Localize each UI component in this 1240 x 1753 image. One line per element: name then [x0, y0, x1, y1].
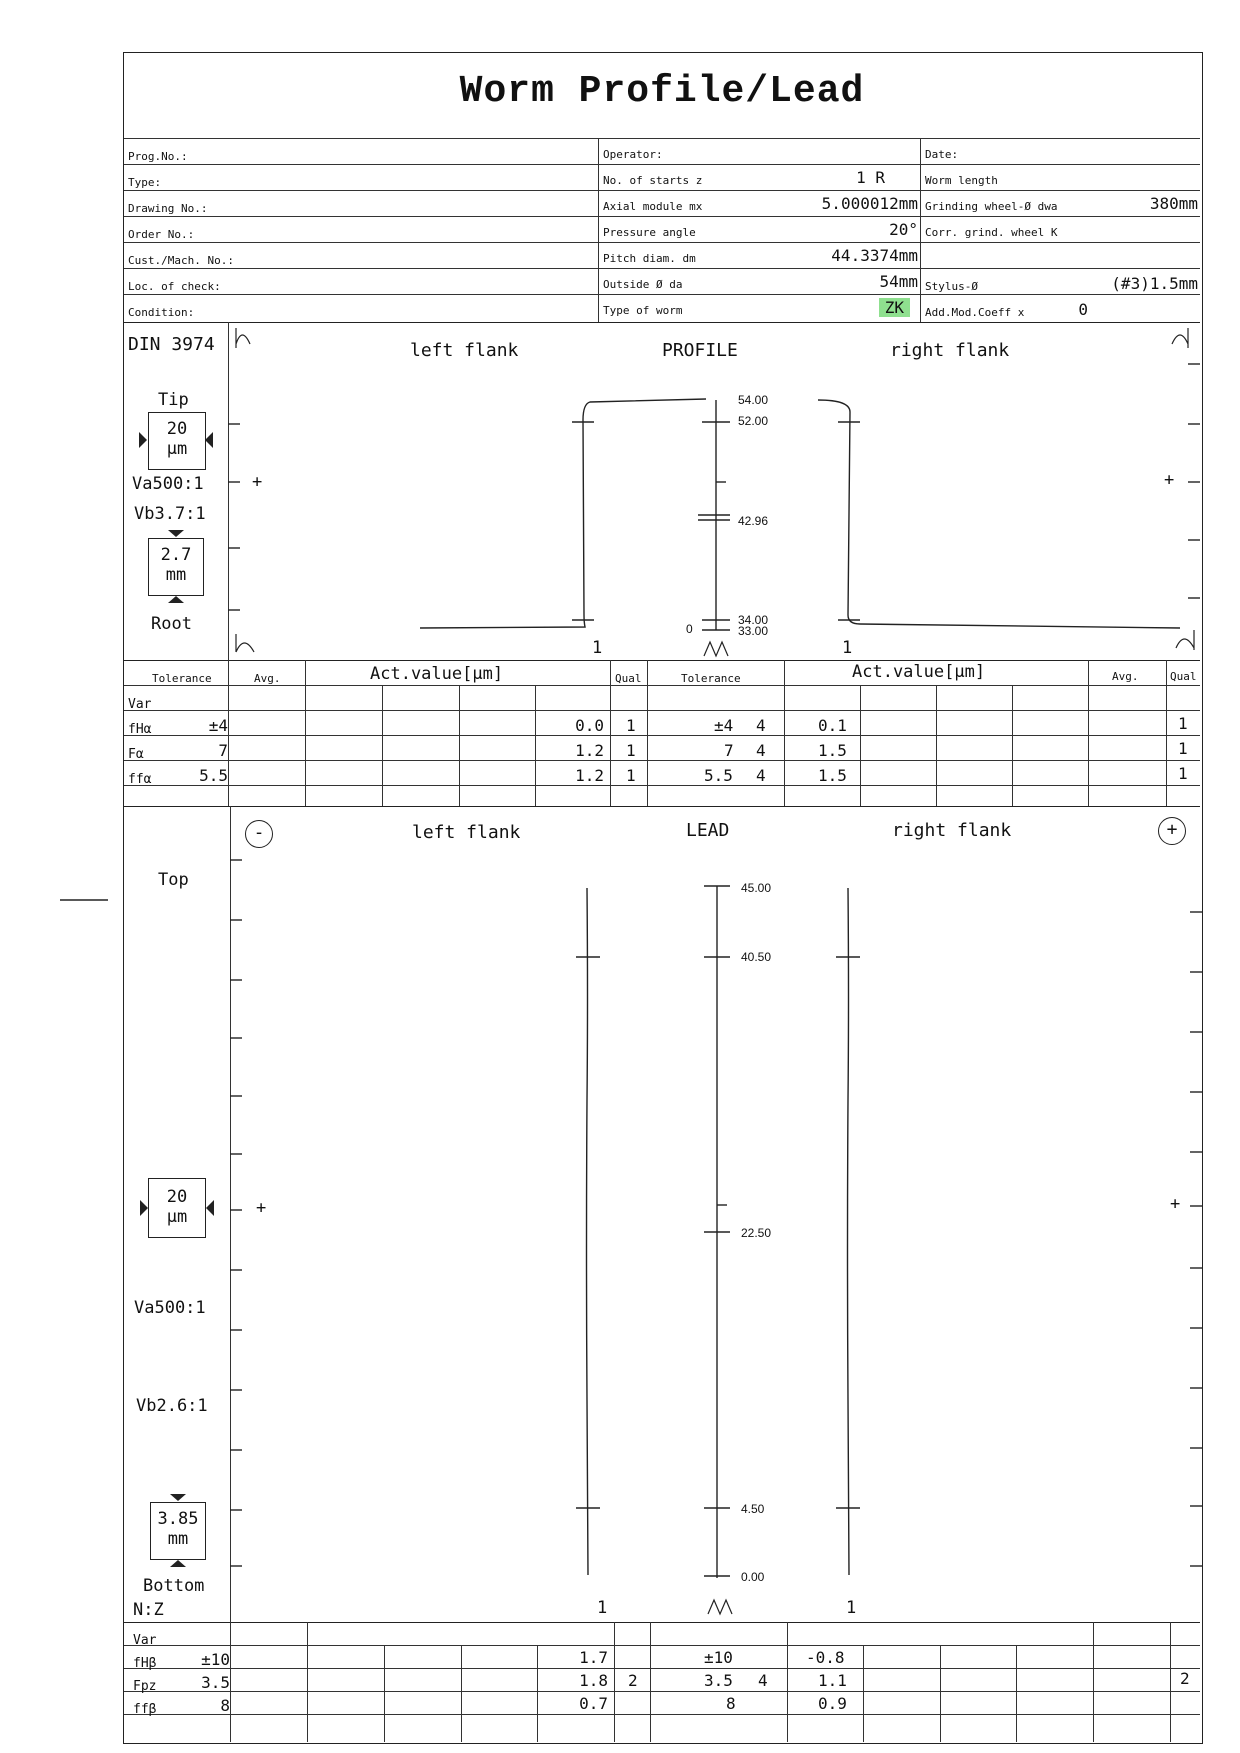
pitch-diam-value: 44.3374mm: [831, 246, 918, 265]
axial-module-value: 5.000012mm: [821, 194, 918, 213]
lead-row-fhb-rtol: ±10: [704, 1648, 733, 1667]
profile-scale-bottom-value: 2.7: [160, 545, 192, 565]
starts-label: No. of starts z: [603, 174, 703, 187]
lead-right-flank-trace: [848, 888, 850, 1575]
profile-plus-right: +: [1164, 470, 1175, 490]
profile-mark-34: 34.00: [738, 613, 769, 627]
profile-top-right-flank-icon: [1172, 328, 1188, 348]
profile-row-ffa-name: ffα: [128, 772, 152, 787]
lead-row-fhb-left: 1.7: [579, 1648, 608, 1667]
lead-row-var: Var: [133, 1633, 157, 1648]
lead-bottom-label: Bottom: [143, 1576, 205, 1596]
lead-row-fpz-name: Fpz: [133, 1679, 157, 1694]
lead-row-fpz-left: 1.8: [579, 1671, 608, 1690]
add-mod-coeff-value: 0: [1078, 300, 1088, 319]
lead-mark-40-5: 40.50: [741, 950, 772, 964]
lead-mark-45: 45.00: [741, 881, 772, 895]
profile-plus-left: +: [252, 472, 263, 492]
profile-row-ffa-tol: 5.5: [199, 766, 228, 785]
profile-scale-arrow-left: [139, 432, 147, 448]
profile-mark-42-96: 42.96: [738, 514, 769, 528]
profile-right-flank-label: right flank: [890, 340, 1010, 361]
profile-mark-52: 52.00: [738, 414, 769, 428]
lead-scale-arrow-down: [170, 1494, 186, 1501]
profile-left-flank-trace: [420, 399, 706, 628]
profile-act-header-left: Act.value[µm]: [370, 664, 504, 684]
profile-flank-no-left: 1: [592, 638, 603, 658]
type-of-worm-value: ZK: [879, 298, 910, 317]
lead-scale-arrow-right: [206, 1200, 214, 1216]
profile-row-fha-right: 0.1: [818, 716, 847, 735]
lead-scale-arrow-left: [140, 1200, 148, 1216]
lead-mark-4-5: 4.50: [741, 1502, 765, 1516]
profile-scale-top-value: 20: [166, 419, 188, 439]
type-of-worm-label: Type of worm: [603, 304, 683, 317]
lead-scale-top-value: 20: [166, 1187, 188, 1207]
lead-scale-bottom-unit: mm: [167, 1529, 189, 1549]
lead-mark-22-5: 22.50: [741, 1226, 772, 1240]
operator-label: Operator:: [603, 148, 663, 161]
profile-avg-header-right: Avg.: [1112, 670, 1139, 683]
lead-row-fpz-lq: 2: [628, 1671, 638, 1690]
lead-row-fhb-name: fHβ: [133, 1656, 157, 1671]
profile-scale-arrow-right: [205, 432, 213, 448]
profile-scale-bottom-unit: mm: [165, 565, 187, 585]
profile-row-ffa-right: 1.5: [818, 766, 847, 785]
lead-mark-0: 0.00: [741, 1570, 765, 1584]
pressure-angle-value: 20°: [889, 220, 918, 239]
lead-row-ffb-rtol: 8: [726, 1694, 736, 1713]
profile-row-fa-rtol: 7: [724, 741, 734, 760]
lead-row-fhb-tol: ±10: [201, 1650, 230, 1669]
page-title: Worm Profile/Lead: [459, 70, 865, 113]
date-label: Date:: [925, 148, 959, 161]
lead-left-flank-trace: [587, 888, 589, 1575]
grinding-wheel-value: 380mm: [1149, 194, 1198, 213]
lead-plus-right: +: [1170, 1194, 1181, 1214]
profile-row-ffa-rq: 1: [1178, 764, 1188, 783]
profile-zero: 0: [686, 622, 693, 636]
profile-row-fha-rq: 1: [1178, 714, 1188, 733]
profile-row-ffa-rtol: 5.5: [704, 766, 733, 785]
lead-minus-label: -: [253, 822, 265, 843]
pitch-diam-label: Pitch diam. dm: [603, 252, 696, 265]
profile-heading: PROFILE: [662, 340, 738, 361]
lead-scale-arrow-up: [170, 1560, 186, 1567]
lead-nz-label: N:Z: [133, 1600, 164, 1620]
worm-length-label: Worm length: [925, 174, 998, 187]
grinding-wheel-label: Grinding wheel-Ø dwa: [925, 200, 1058, 213]
lead-row-ffb-tol: 8: [220, 1696, 230, 1715]
profile-row-fha-rtol: ±4: [714, 716, 734, 735]
lead-scale-bottom-value: 3.85: [157, 1509, 199, 1529]
profile-row-fha-lq: 1: [626, 716, 636, 735]
profile-row-ffa-lq: 1: [626, 766, 636, 785]
profile-right-flank-trace: [818, 400, 1180, 628]
profile-row-fa-tol: 7: [218, 741, 228, 760]
profile-row-fha-tol: ±4: [208, 716, 228, 735]
add-mod-coeff-label: Add.Mod.Coeff x: [925, 306, 1025, 319]
tip-label: Tip: [158, 390, 189, 410]
profile-left-flank-label: left flank: [410, 340, 519, 361]
profile-mark-33: 33.00: [738, 624, 769, 638]
lead-heading: LEAD: [686, 820, 730, 841]
lead-scale-top-unit: µm: [166, 1207, 188, 1227]
stylus-value: (#3)1.5mm: [1111, 274, 1198, 293]
lead-vb: Vb2.6:1: [136, 1396, 208, 1416]
profile-scale-arrow-down: [168, 530, 184, 537]
prog-no-label: Prog.No.:: [128, 150, 188, 163]
type-label: Type:: [128, 176, 162, 189]
lead-row-fpz-rtq: 4: [758, 1671, 768, 1690]
profile-flank-no-right: 1: [842, 638, 853, 658]
cust-mach-no-label: Cust./Mach. No.:: [128, 254, 234, 267]
pressure-angle-label: Pressure angle: [603, 226, 696, 239]
lead-row-fpz-right: 1.1: [818, 1671, 847, 1690]
lead-row-fpz-rtol: 3.5: [704, 1671, 733, 1690]
outside-diam-value: 54mm: [879, 272, 918, 291]
order-no-label: Order No.:: [128, 228, 195, 241]
profile-row-fha-name: fHα: [128, 722, 152, 737]
lead-gear-mark: [708, 1600, 732, 1614]
drawing-no-label: Drawing No.:: [128, 202, 208, 215]
outside-diam-label: Outside Ø da: [603, 278, 683, 291]
lead-va: Va500:1: [134, 1298, 206, 1318]
lead-plus-left: +: [256, 1198, 267, 1218]
starts-value: 1 R: [856, 168, 885, 187]
corr-grind-wheel-label: Corr. grind. wheel K: [925, 226, 1058, 239]
profile-act-header-right: Act.value[µm]: [852, 662, 986, 682]
profile-top-left-flank-icon: [236, 328, 250, 348]
profile-scale-top-unit: µm: [166, 439, 188, 459]
profile-row-fa-name: Fα: [128, 747, 144, 762]
profile-qual-header-right: Qual: [1170, 670, 1197, 683]
lead-right-flank-label: right flank: [892, 820, 1012, 841]
axial-module-label: Axial module mx: [603, 200, 703, 213]
lead-flank-no-right: 1: [846, 1598, 857, 1618]
profile-row-ffa-rtq: 4: [756, 766, 766, 785]
profile-scale-arrow-up: [168, 596, 184, 603]
profile-bottom-right-flank-icon: [1176, 630, 1194, 650]
lead-top-label: Top: [158, 870, 189, 890]
lead-flank-no-left: 1: [597, 1598, 608, 1618]
profile-qual-header-left: Qual: [615, 672, 642, 685]
lead-row-ffb-right: 0.9: [818, 1694, 847, 1713]
loc-of-check-label: Loc. of check:: [128, 280, 221, 293]
condition-label: Condition:: [128, 306, 195, 319]
profile-row-fa-right: 1.5: [818, 741, 847, 760]
profile-bottom-left-flank-icon: [236, 634, 254, 652]
profile-row-var: Var: [128, 697, 152, 712]
lead-row-fpz-rq: 2: [1180, 1669, 1190, 1688]
din-standard: DIN 3974: [128, 334, 215, 355]
profile-row-fa-left: 1.2: [575, 741, 604, 760]
profile-va: Va500:1: [132, 474, 204, 494]
lead-row-ffb-name: ffβ: [133, 1702, 157, 1717]
stylus-label: Stylus-Ø: [925, 280, 978, 293]
profile-gear-mark: [704, 642, 728, 656]
profile-vb: Vb3.7:1: [134, 504, 206, 524]
profile-row-fa-lq: 1: [626, 741, 636, 760]
profile-row-fa-rq: 1: [1178, 739, 1188, 758]
profile-tolerance-header: Tolerance: [152, 672, 212, 685]
profile-row-fa-rtq: 4: [756, 741, 766, 760]
profile-mark-54: 54.00: [738, 393, 769, 407]
profile-avg-header: Avg.: [254, 672, 281, 685]
lead-row-ffb-left: 0.7: [579, 1694, 608, 1713]
profile-tolerance-header-right: Tolerance: [681, 672, 741, 685]
root-label: Root: [151, 614, 192, 634]
profile-row-fha-left: 0.0: [575, 716, 604, 735]
profile-row-ffa-left: 1.2: [575, 766, 604, 785]
lead-plus-label: +: [1166, 819, 1178, 840]
profile-row-fha-rtq: 4: [756, 716, 766, 735]
lead-row-fpz-tol: 3.5: [201, 1673, 230, 1692]
lead-left-flank-label: left flank: [412, 822, 521, 843]
lead-row-fhb-right: -0.8: [806, 1648, 845, 1667]
